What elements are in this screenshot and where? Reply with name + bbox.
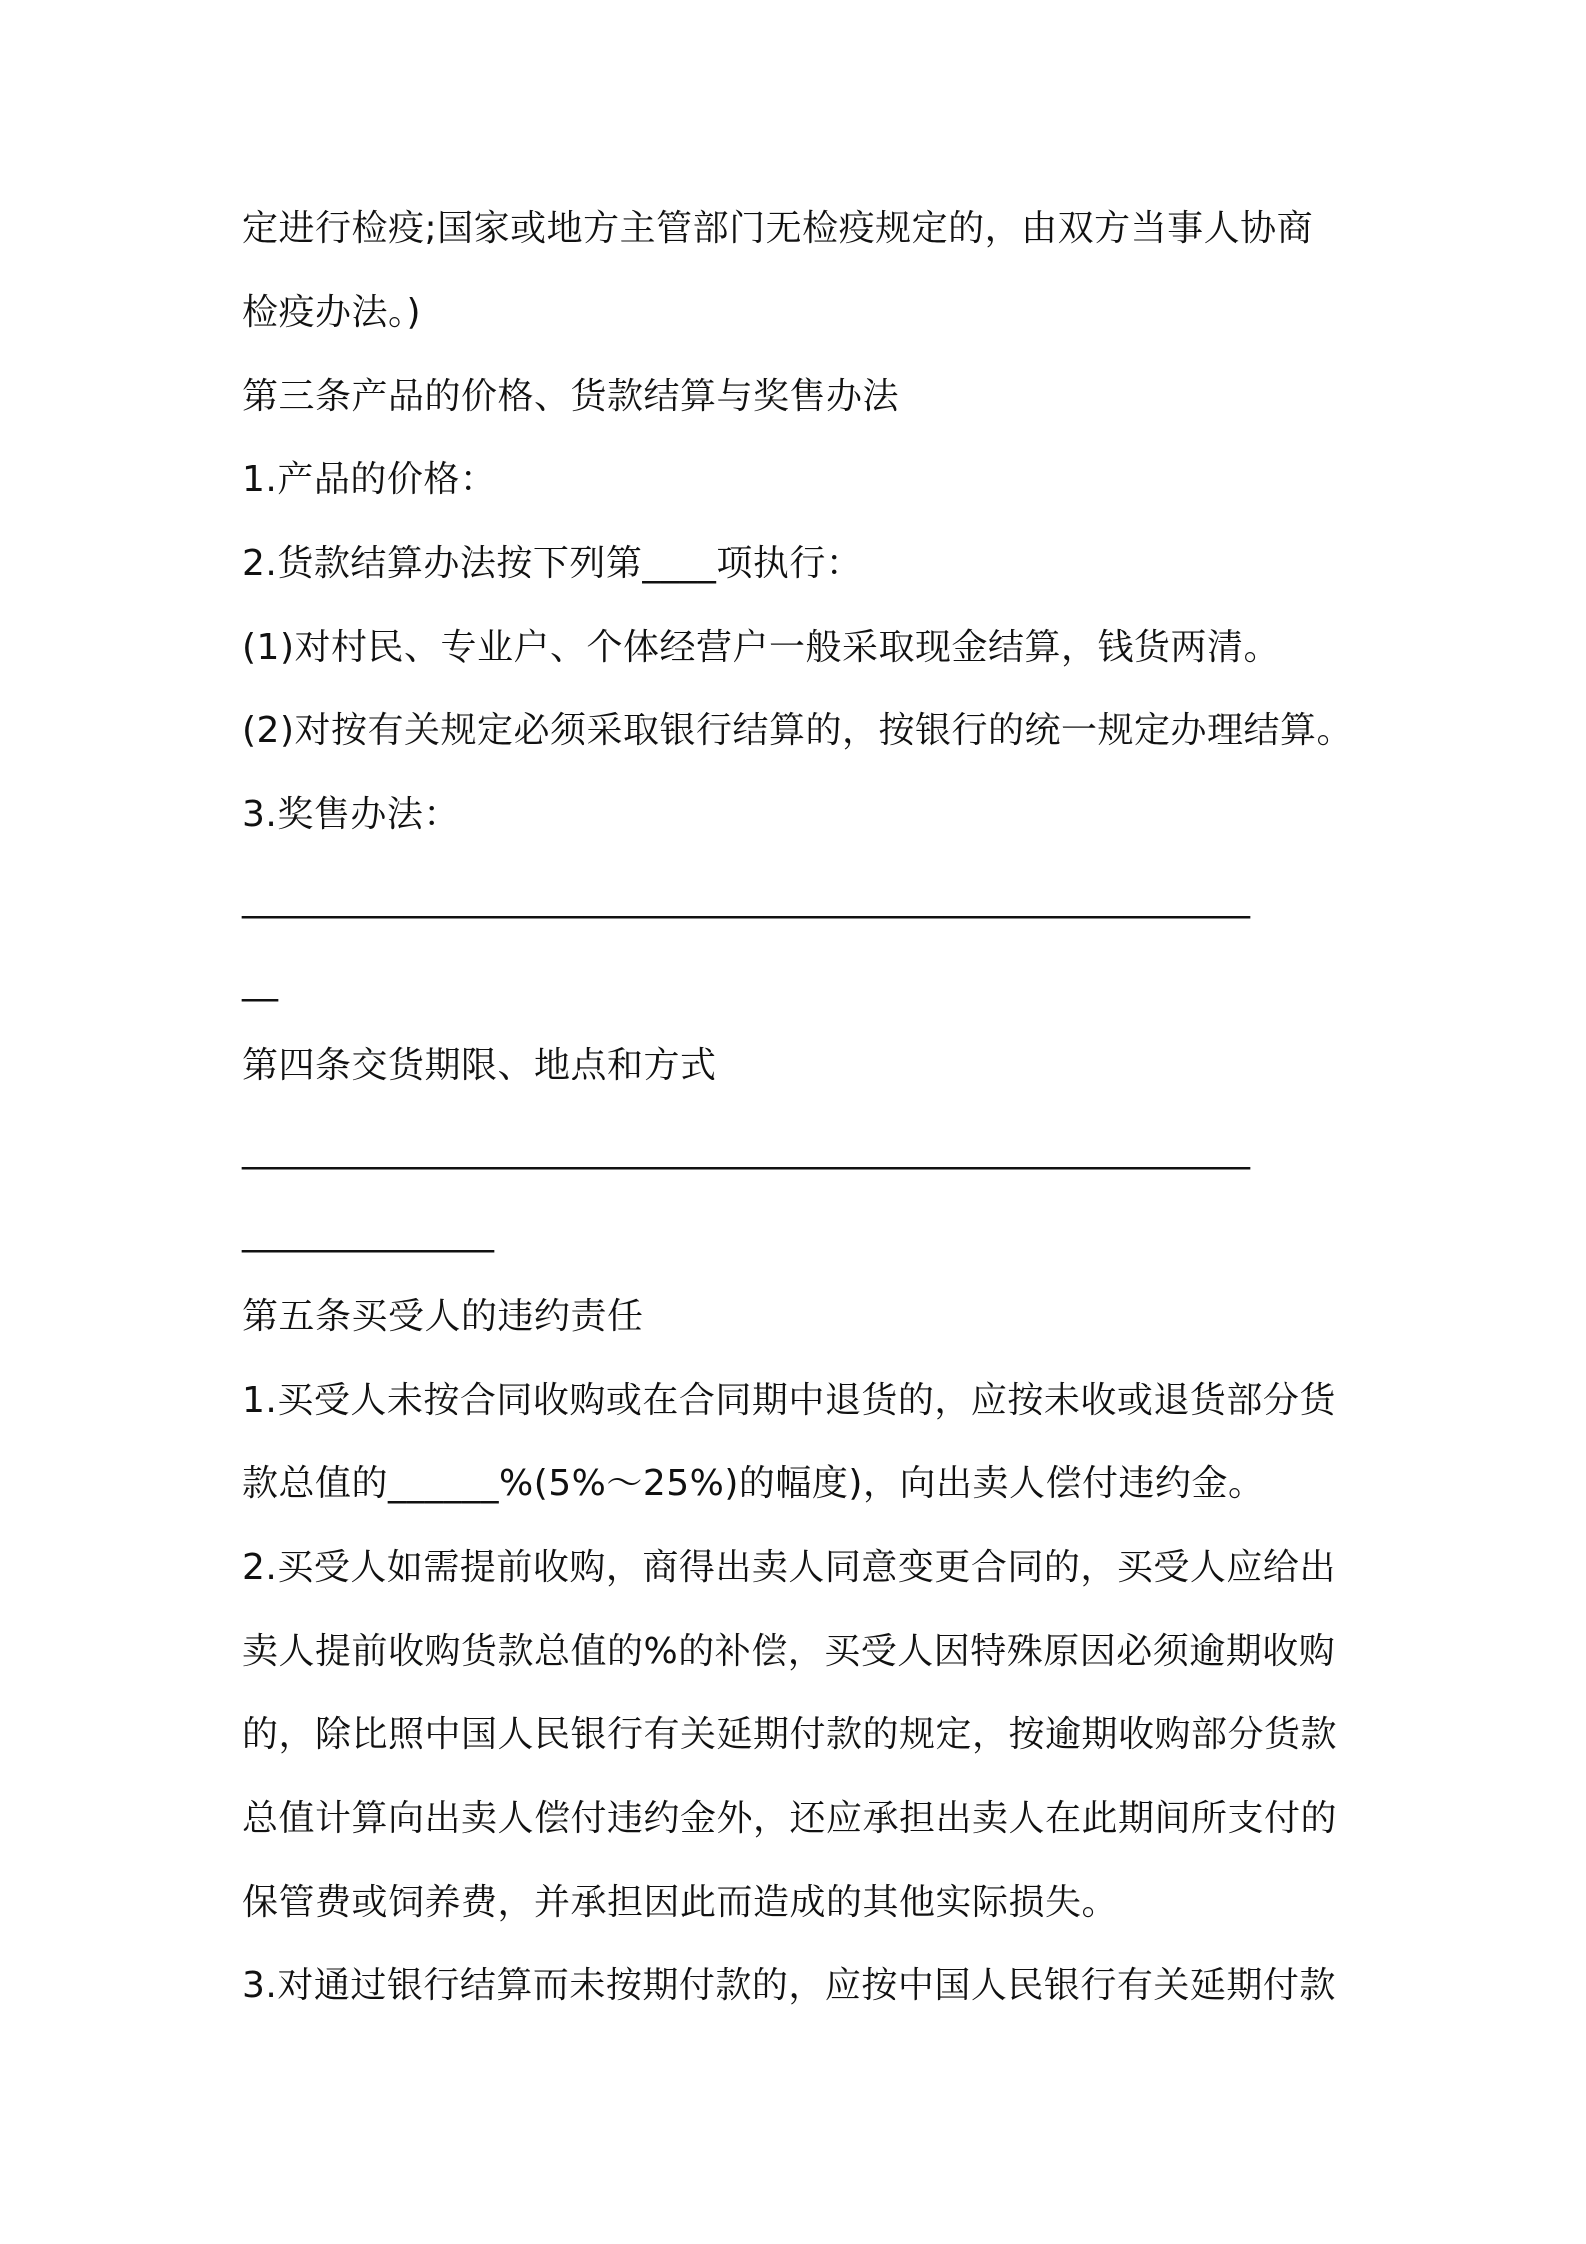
article-5-heading: 第五条买受人的违约责任 [242, 1296, 644, 1337]
text-line-20: 总值计算向出卖人偿付违约金外，还应承担出卖人在此期间所支付的 [242, 1798, 1338, 1839]
blank-fill-line: ________________________________________________________ [242, 878, 1250, 919]
article-3-heading: 第三条产品的价格、货款结算与奖售办法 [242, 376, 900, 417]
text-line-5: 2.货款结算办法按下列第____项执行： [242, 543, 863, 584]
text-line-15: 1.买受人未按合同收购或在合同期中退货的，应按未收或退货部分货 [242, 1380, 1336, 1421]
text-line-17: 2.买受人如需提前收购，商得出卖人同意变更合同的，买受人应给出 [242, 1547, 1336, 1588]
text-line-7: (2)对按有关规定必须采取银行结算的，按银行的统一规定办理结算。 [242, 710, 1353, 751]
text-line-1: 定进行检疫;国家或地方主管部门无检疫规定的，由双方当事人协商 [242, 208, 1314, 249]
text-line-16: 款总值的______%(5%～25%)的幅度)，向出卖人偿付违约金。 [242, 1463, 1265, 1504]
text-line-22: 3.对通过银行结算而未按期付款的，应按中国人民银行有关延期付款 [242, 1965, 1336, 2006]
blank-fill-line: ______________ [242, 1212, 494, 1253]
text-line-21: 保管费或饲养费，并承担因此而造成的其他实际损失。 [242, 1882, 1119, 1923]
text-line-2: 检疫办法。) [242, 292, 422, 333]
blank-fill-line: ________________________________________________________ [242, 1129, 1250, 1170]
text-line-6: (1)对村民、专业户、个体经营户一般采取现金结算，钱货两清。 [242, 627, 1280, 668]
blank-fill-line: __ [242, 961, 278, 1002]
text-line-4: 1.产品的价格： [242, 459, 497, 500]
text-line-18: 卖人提前收购货款总值的%的补偿，买受人因特殊原因必须逾期收购 [242, 1631, 1336, 1672]
article-4-heading: 第四条交货期限、地点和方式 [242, 1045, 717, 1086]
text-line-19: 的，除比照中国人民银行有关延期付款的规定，按逾期收购部分货款 [242, 1714, 1338, 1755]
text-line-8: 3.奖售办法： [242, 794, 460, 835]
